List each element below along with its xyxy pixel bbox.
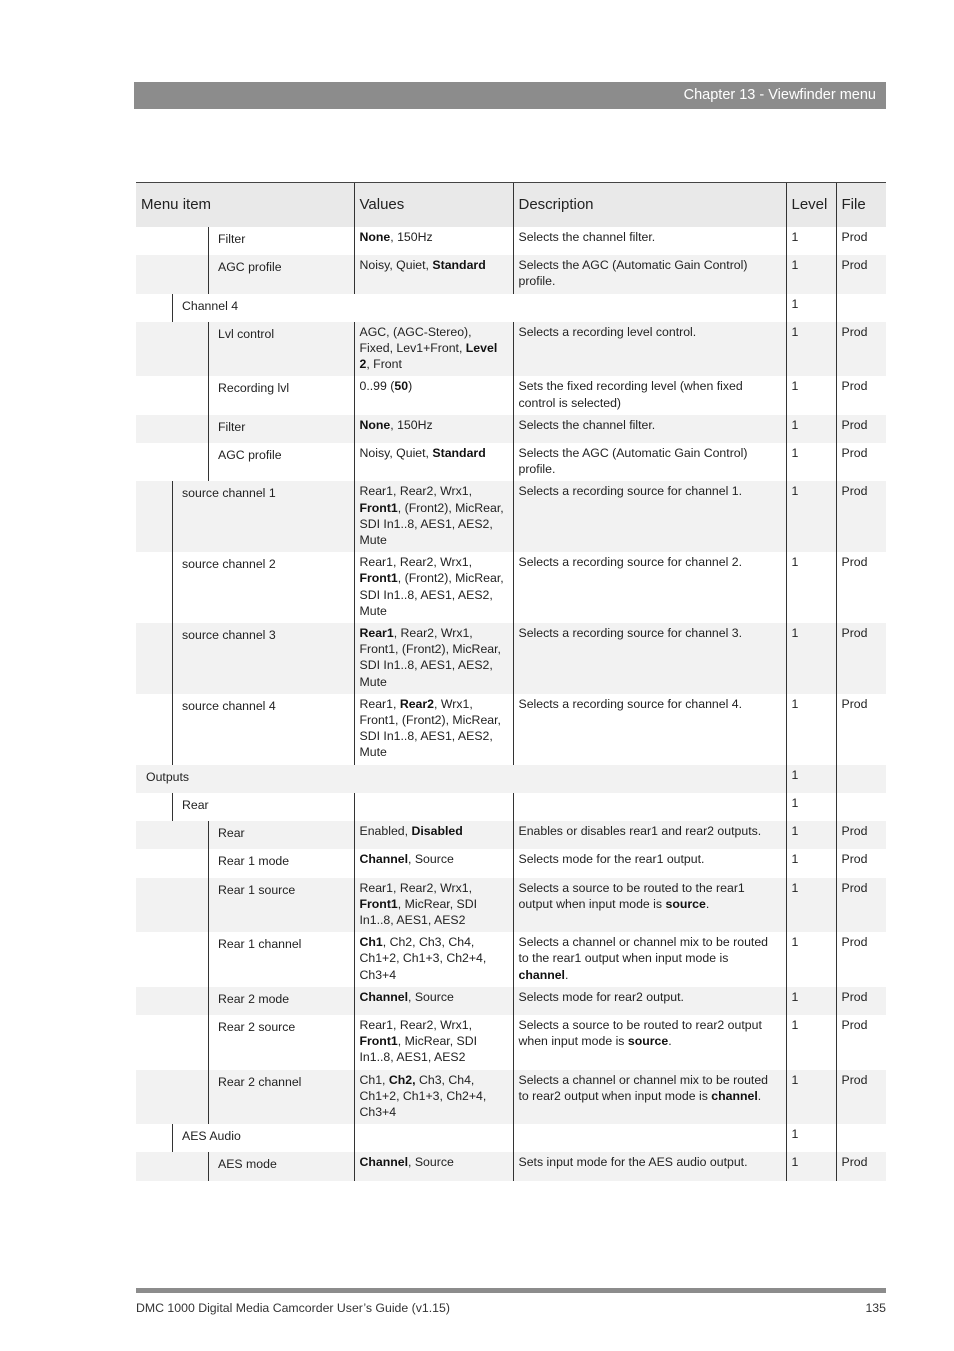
menu-item-cell [136,932,354,987]
table-row [136,765,886,793]
table-row [136,255,886,293]
menu-item-cell [136,1124,354,1152]
level-cell: 1 [786,415,836,443]
description-cell-segment: . [757,1088,762,1103]
description-cell [513,878,786,933]
file-cell: Prod [836,227,886,255]
values-cell-segment: Standard [432,258,486,273]
file-cell: Prod [836,322,886,377]
table-row [136,1015,886,1070]
values-cell-segment: 0..99 ( [359,379,395,394]
level-cell: 1 [786,987,836,1015]
file-cell: Prod [836,1152,886,1180]
file-cell [836,294,886,322]
level-cell: 1 [786,878,836,933]
menu-item-label: Rear 1 mode [218,854,290,869]
values-cell [354,255,513,293]
values-cell-segment: Ch1, [359,1072,389,1087]
menu-item-label: source channel 1 [182,486,276,501]
table-row [136,849,886,877]
values-cell-segment: , (Front2), MicRear, SDI In1..8, AES1, AES2, Mute [359,500,504,548]
values-cell-segment: , Wrx1, Front1, (Front2), MicRear, SDI In1..8, AES1, AES2, Mute [359,696,501,760]
table-row [136,1152,886,1180]
empty-span-cell [354,765,786,793]
file-cell: Prod [836,821,886,849]
menu-item-cell [136,552,354,623]
description-cell-segment: Selects a channel or channel mix to be routed to rear2 output when input mode is [518,1072,769,1103]
menu-item-cell [136,1070,354,1125]
file-cell: Prod [836,849,886,877]
level-cell: 1 [786,1015,836,1070]
menu-item-label: Recording lvl [218,381,290,396]
description-cell: Selects the channel filter. [513,227,786,255]
values-cell-segment: Rear1 [359,626,394,641]
menu-item-label: Rear [182,797,209,812]
table-row [136,415,886,443]
file-cell [836,765,886,793]
menu-item-label: Rear 2 source [218,1019,296,1034]
menu-item-cell [136,765,354,793]
menu-item-cell [136,793,354,821]
chapter-title: Chapter 13 - Viewfinder menu [683,87,876,103]
menu-item-cell [136,322,354,377]
level-cell: 1 [786,322,836,377]
description-cell [513,1070,786,1125]
values-cell-segment: , Source [408,1155,454,1170]
description-cell-segment: channel [518,967,565,982]
level-cell: 1 [786,1152,836,1180]
table-row [136,623,886,694]
description-cell: Selects the AGC (Automatic Gain Control) profile. [513,443,786,481]
description-cell-segment: channel [711,1088,758,1103]
values-cell-segment: Ch1 [359,935,383,950]
values-cell [354,376,513,414]
values-cell-segment: , MicRear, SDI In1..8, AES1, AES2 [359,1034,478,1065]
values-cell-segment: Front1 [359,571,398,586]
values-cell-segment: Rear1, Rear2, Wrx1, [359,484,473,499]
table-row [136,481,886,552]
menu-item-cell [136,376,354,414]
values-cell [354,793,513,821]
menu-item-cell [136,1152,354,1180]
table-row [136,376,886,414]
menu-item-label: Rear 2 mode [218,991,290,1006]
menu-item-cell [136,987,354,1015]
file-cell: Prod [836,987,886,1015]
values-cell [354,443,513,481]
table-row [136,227,886,255]
level-cell: 1 [786,376,836,414]
table-body [136,227,886,1181]
level-cell: 1 [786,623,836,694]
description-cell: Selects a recording source for channel 2. [513,552,786,623]
table-row [136,987,886,1015]
values-cell-segment: Front1 [359,1034,398,1049]
description-cell: Selects a recording source for channel 3. [513,623,786,694]
values-cell-segment: , 150Hz [390,417,433,432]
values-cell-segment: , Source [408,989,454,1004]
values-cell-segment: Ch2, [388,1072,416,1087]
description-cell: Selects a recording level control. [513,322,786,377]
description-cell: Sets input mode for the AES audio output. [513,1152,786,1180]
table-row [136,694,886,765]
table-row [136,443,886,481]
level-cell: 1 [786,294,836,322]
level-cell: 1 [786,765,836,793]
values-cell [354,481,513,552]
values-cell-segment: Noisy, Quiet, [359,446,433,461]
menu-item-label: Rear 2 channel [218,1074,302,1089]
description-cell: Selects a recording source for channel 4. [513,694,786,765]
menu-item-cell [136,821,354,849]
file-cell: Prod [836,694,886,765]
file-cell: Prod [836,376,886,414]
menu-item-cell [136,481,354,552]
menu-item-cell [136,694,354,765]
menu-item-label: Filter [218,232,246,246]
menu-item-cell [136,1015,354,1070]
table-row [136,932,886,987]
description-cell [513,1124,786,1152]
values-cell [354,1015,513,1070]
values-cell-segment: 50 [394,379,409,394]
level-cell: 1 [786,793,836,821]
footer-title: DMC 1000 Digital Media Camcorder User’s Guide (v1.15) [136,1301,450,1315]
menu-item-label: Channel 4 [182,298,239,313]
table-row [136,1124,886,1152]
menu-item-label: Filter [218,419,246,434]
menu-item-label: AGC profile [218,448,282,463]
description-cell [513,1015,786,1070]
values-cell [354,987,513,1015]
chapter-header-bar [134,82,886,109]
menu-item-label: Outputs [146,769,190,784]
file-cell: Prod [836,878,886,933]
description-cell-segment: . [705,896,710,911]
menu-item-label: AES Audio [182,1129,241,1144]
values-cell-segment: , (Front2), MicRear, SDI In1..8, AES1, AES2, Mute [359,571,504,618]
file-cell: Prod [836,481,886,552]
values-cell [354,1124,513,1152]
description-cell-segment: source [627,1034,669,1049]
menu-item-label: source channel 4 [182,698,276,713]
level-cell: 1 [786,821,836,849]
table-row [136,552,886,623]
level-cell: 1 [786,552,836,623]
menu-item-label: source channel 2 [182,557,276,572]
description-cell-segment: Selects a channel or channel mix to be routed to the rear1 output when input mode is [518,935,769,966]
values-cell [354,1152,513,1180]
file-cell: Prod [836,1015,886,1070]
values-cell [354,227,513,255]
values-cell-segment: , Front [366,357,402,372]
values-cell-segment: Channel [359,1155,409,1170]
values-cell-segment: Rear1, Rear2, Wrx1, [359,555,473,570]
values-cell-segment: Ch3, Ch4, Ch1+2, Ch1+3, Ch2+4, Ch3+4 [359,1072,487,1119]
table-header-row [136,183,886,228]
values-cell-segment: , Rear2, Wrx1, Front1, (Front2), MicRear, SDI In1..8, AES1, AES2, Mute [359,626,501,689]
values-cell-segment: Rear2 [399,696,435,711]
table-row [136,322,886,377]
values-cell [354,552,513,623]
values-cell-segment: Rear1, Rear2, Wrx1, [359,1017,473,1032]
values-cell-segment: ) [408,379,413,394]
values-cell-segment: Noisy, Quiet, [359,258,433,273]
values-cell [354,821,513,849]
file-cell: Prod [836,623,886,694]
menu-item-cell [136,443,354,481]
values-cell-segment: Rear1, Rear2, Wrx1, [359,880,473,895]
values-cell-segment: Disabled [411,824,463,839]
menu-item-cell [136,255,354,293]
footer-bar [136,1288,886,1293]
description-cell: Selects the channel filter. [513,415,786,443]
description-cell-segment: . [668,1034,672,1049]
menu-item-label: Lvl control [218,326,275,341]
level-cell: 1 [786,849,836,877]
menu-item-label: source channel 3 [182,628,276,643]
description-cell-segment: Selects a source to be routed to the rear1 output when input mode is [518,880,745,911]
values-cell-segment: AGC, (AGC-Stereo), Fixed, Lev1+Front, [359,324,472,356]
level-cell: 1 [786,255,836,293]
menu-item-label: Rear 1 channel [218,937,302,952]
values-cell [354,322,513,377]
values-cell-segment: Channel [359,852,409,867]
description-cell [513,932,786,987]
values-cell-segment: Level 2 [359,341,498,372]
file-cell: Prod [836,552,886,623]
menu-item-cell [136,878,354,933]
table-row [136,821,886,849]
file-cell [836,1124,886,1152]
description-cell [513,793,786,821]
column-header-file: File [836,183,886,228]
description-cell: Selects mode for the rear1 output. [513,849,786,877]
description-cell: Enables or disables rear1 and rear2 outputs. [513,821,786,849]
description-cell: Selects a recording source for channel 1. [513,481,786,552]
values-cell [354,623,513,694]
file-cell: Prod [836,415,886,443]
values-cell [354,932,513,987]
menu-item-cell [136,227,354,255]
file-cell [836,793,886,821]
menu-item-label: Rear [218,826,245,841]
menu-item-label: AGC profile [218,260,282,275]
column-header-menu-item: Menu item [136,183,354,228]
description-cell-segment: source [665,896,706,911]
values-cell [354,878,513,933]
table-row [136,793,886,821]
table-row [136,878,886,933]
level-cell: 1 [786,481,836,552]
values-cell-segment: Channel [359,989,409,1004]
values-cell-segment: Rear1, [359,696,400,711]
values-cell [354,1070,513,1125]
column-header-level: Level [786,183,836,228]
table-row [136,294,886,322]
menu-item-cell [136,623,354,694]
level-cell: 1 [786,1070,836,1125]
file-cell: Prod [836,443,886,481]
menu-item-cell [136,415,354,443]
values-cell-segment: , Source [408,852,454,867]
empty-span-cell [354,294,786,322]
values-cell-segment: Enabled, [359,824,412,839]
description-cell: Selects mode for rear2 output. [513,987,786,1015]
menu-item-label: AES mode [218,1157,277,1172]
level-cell: 1 [786,227,836,255]
file-cell: Prod [836,255,886,293]
level-cell: 1 [786,694,836,765]
menu-item-cell [136,849,354,877]
table-row [136,1070,886,1125]
level-cell: 1 [786,443,836,481]
description-cell: Selects the AGC (Automatic Gain Control) profile. [513,255,786,293]
values-cell-segment: None [359,230,391,244]
values-cell-segment: Front1 [359,896,398,911]
column-header-description: Description [513,183,786,228]
values-cell [354,694,513,765]
file-cell: Prod [836,932,886,987]
values-cell-segment: , MicRear, SDI In1..8, AES1, AES2 [359,896,478,927]
file-cell: Prod [836,1070,886,1125]
menu-table [136,182,886,1181]
values-cell-segment: , 150Hz [390,230,433,244]
menu-item-label: Rear 1 source [218,882,296,897]
description-cell-segment: Selects a source to be routed to rear2 output when input mode is [518,1017,762,1049]
values-cell-segment: None [359,417,391,432]
level-cell: 1 [786,1124,836,1152]
values-cell-segment: , Ch2, Ch3, Ch4, Ch1+2, Ch1+3, Ch2+4, Ch3+4 [359,935,487,982]
values-cell [354,849,513,877]
values-cell-segment: Front1 [359,500,398,515]
page-number: 135 [865,1301,886,1315]
level-cell: 1 [786,932,836,987]
values-cell [354,415,513,443]
description-cell-segment: . [564,967,569,982]
column-header-values: Values [354,183,513,228]
values-cell-segment: Standard [432,446,486,461]
menu-item-cell [136,294,354,322]
description-cell: Sets the fixed recording level (when fixed control is selected) [513,376,786,414]
